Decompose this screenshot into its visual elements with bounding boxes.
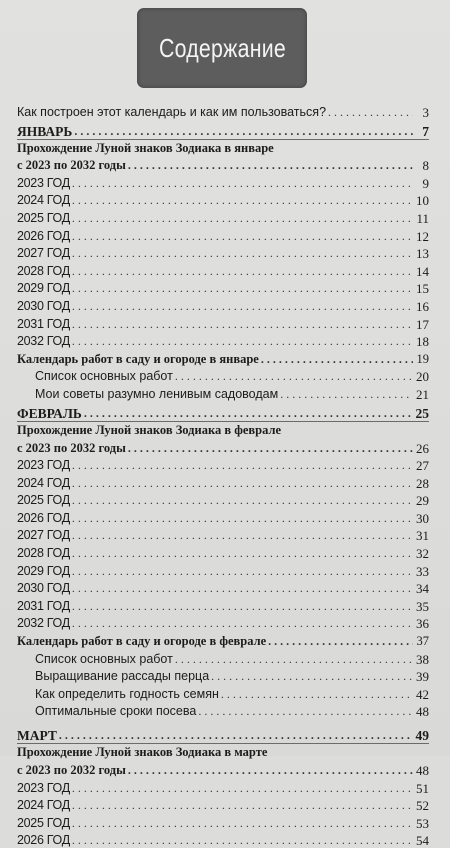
toc-entry-transit-line1 <box>17 140 429 156</box>
table-of-contents <box>17 102 429 848</box>
page-number: 48 <box>416 704 429 720</box>
entry-title: Оптимальные сроки посева <box>35 704 197 719</box>
page-number: 14 <box>416 263 429 279</box>
toc-entry-subitem <box>17 702 429 720</box>
page-number: 48 <box>416 763 429 778</box>
entry-title: 2026 ГОД <box>17 228 70 243</box>
entry-title: 2031 ГОД <box>17 316 70 331</box>
toc-entry-year <box>17 244 429 262</box>
dot-leader <box>72 281 413 296</box>
page-number: 35 <box>416 598 429 614</box>
page-number: 7 <box>422 123 429 139</box>
page-title: Содержание <box>158 32 286 63</box>
page-number: 20 <box>416 369 429 385</box>
entry-title: с 2023 по 2032 годы <box>17 440 126 455</box>
toc-entry-subitem <box>17 684 429 702</box>
entry-title: 2024 ГОД <box>17 193 70 208</box>
toc-entry-year <box>17 473 429 491</box>
dot-leader <box>72 781 413 796</box>
entry-title: 2023 ГОД <box>17 458 70 473</box>
toc-entry-year <box>17 596 429 614</box>
toc-entry-transit-line2 <box>17 438 429 456</box>
toc-entry-year <box>17 296 429 314</box>
page-number: 26 <box>416 440 429 456</box>
page-number: 10 <box>416 193 429 209</box>
toc-entry-year <box>17 279 429 297</box>
page-number: 53 <box>416 815 429 831</box>
dot-leader <box>211 669 413 684</box>
entry-title: 2025 ГОД <box>17 815 70 830</box>
dot-leader <box>261 352 413 367</box>
entry-title: 2026 ГОД <box>17 833 70 848</box>
dot-leader <box>72 176 413 191</box>
entry-title: с 2023 по 2032 годы <box>17 763 126 777</box>
toc-entry-calendar <box>17 349 429 367</box>
header-box <box>137 8 307 88</box>
page-number: 19 <box>416 351 429 366</box>
toc-month-february <box>17 402 429 421</box>
dot-leader <box>72 458 413 473</box>
entry-title: Список основных работ <box>35 651 173 666</box>
dot-leader <box>221 687 413 702</box>
dot-leader <box>74 124 413 139</box>
entry-title: Прохождение Луной знаков Зодиака в феврале <box>17 422 282 437</box>
dot-leader <box>72 616 413 631</box>
entry-title: 2025 ГОД <box>17 493 70 508</box>
dot-leader <box>175 652 413 667</box>
dot-leader <box>72 211 413 226</box>
entry-title: 2028 ГОД <box>17 546 70 561</box>
toc-entry-calendar <box>17 631 429 649</box>
dot-leader <box>175 369 413 384</box>
toc-entry-subitem <box>17 367 429 385</box>
toc-entry-subitem <box>17 667 429 685</box>
page-number: 52 <box>416 798 429 814</box>
dot-leader <box>268 634 413 649</box>
page-number: 54 <box>416 833 429 848</box>
page-number: 17 <box>416 316 429 332</box>
entry-title: Мои советы разумно ленивым садоводам <box>35 386 279 401</box>
toc-entry-intro <box>17 102 429 120</box>
page-number: 11 <box>416 210 429 226</box>
dot-leader <box>72 317 413 332</box>
page-number: 39 <box>416 669 429 685</box>
dot-leader <box>72 299 413 314</box>
page-number: 49 <box>415 728 429 744</box>
dot-leader <box>72 798 413 813</box>
toc-entry-year <box>17 526 429 544</box>
dot-leader <box>72 833 413 848</box>
toc-entry-year <box>17 831 429 848</box>
page-number: 36 <box>416 616 429 632</box>
dot-leader <box>72 264 413 279</box>
dot-leader <box>128 763 413 778</box>
entry-title: 2032 ГОД <box>17 334 70 349</box>
toc-entry-year <box>17 778 429 796</box>
dot-leader <box>72 229 413 244</box>
entry-title: Как построен этот календарь и как им пользоваться? <box>17 104 327 119</box>
toc-month-march <box>17 724 429 743</box>
page-number: 34 <box>416 581 429 597</box>
page-number: 9 <box>422 175 429 191</box>
entry-title: 2023 ГОД <box>17 780 70 795</box>
page-number: 27 <box>416 458 429 474</box>
page-number: 16 <box>416 298 429 314</box>
entry-title: Выращивание рассады перца <box>35 669 210 684</box>
entry-title: 2025 ГОД <box>17 210 70 225</box>
page-number: 30 <box>416 510 429 526</box>
page-number: 21 <box>416 386 429 402</box>
dot-leader <box>72 528 413 543</box>
toc-entry-year <box>17 191 429 209</box>
page-number: 12 <box>416 228 429 244</box>
dot-leader <box>72 511 413 526</box>
dot-leader <box>72 546 413 561</box>
page-number: 29 <box>416 493 429 509</box>
page-number: 25 <box>415 405 429 421</box>
toc-entry-subitem <box>17 649 429 667</box>
toc-month-january <box>17 120 429 139</box>
dot-leader <box>72 493 413 508</box>
entry-title: 2032 ГОД <box>17 616 70 631</box>
toc-entry-year <box>17 261 429 279</box>
toc-entry-year <box>17 332 429 350</box>
page-number: 31 <box>416 528 429 544</box>
page-number: 42 <box>416 686 429 702</box>
page-number: 3 <box>422 104 429 120</box>
month-title: МАРТ <box>17 728 57 744</box>
dot-leader <box>59 728 413 743</box>
dot-leader <box>128 441 413 456</box>
entry-title: 2023 ГОД <box>17 175 70 190</box>
dot-leader <box>72 564 413 579</box>
dot-leader <box>72 816 413 831</box>
entry-title: Прохождение Луной знаков Зодиака в марте <box>17 745 268 760</box>
toc-entry-year <box>17 813 429 831</box>
entry-title: Прохождение Луной знаков Зодиака в январе <box>17 140 274 155</box>
entry-title: 2024 ГОД <box>17 798 70 813</box>
toc-entry-transit-line1 <box>17 744 429 760</box>
dot-leader <box>198 704 413 719</box>
entry-title: 2030 ГОД <box>17 298 70 313</box>
toc-entry-year <box>17 579 429 597</box>
page-number: 18 <box>416 334 429 350</box>
page-number: 33 <box>416 563 429 579</box>
toc-entry-year <box>17 456 429 474</box>
toc-entry-year <box>17 491 429 509</box>
entry-title: 2031 ГОД <box>17 598 70 613</box>
toc-entry-transit-line2 <box>17 156 429 174</box>
toc-entry-year <box>17 173 429 191</box>
dot-leader <box>84 406 413 421</box>
dot-leader <box>328 105 413 120</box>
toc-entry-year <box>17 508 429 526</box>
dot-leader <box>128 158 413 173</box>
entry-title: Список основных работ <box>35 369 173 384</box>
toc-entry-year <box>17 226 429 244</box>
page-number: 51 <box>416 780 429 796</box>
month-title: ЯНВАРЬ <box>17 123 73 139</box>
entry-title: 2027 ГОД <box>17 528 70 543</box>
entry-title: 2024 ГОД <box>17 475 70 490</box>
entry-title: 2030 ГОД <box>17 581 70 596</box>
toc-entry-transit-line1 <box>17 422 429 438</box>
page-number: 38 <box>416 651 429 667</box>
toc-entry-subitem <box>17 384 429 402</box>
page-number: 28 <box>416 475 429 491</box>
entry-title: Календарь работ в саду и огороде в феврале <box>17 634 267 649</box>
toc-entry-year <box>17 314 429 332</box>
dot-leader <box>72 599 413 614</box>
entry-title: 2029 ГОД <box>17 563 70 578</box>
month-title: ФЕВРАЛЬ <box>17 405 82 421</box>
toc-entry-transit-line2 <box>17 760 429 778</box>
page-number: 13 <box>416 246 429 262</box>
page-number: 15 <box>416 281 429 297</box>
entry-title: 2026 ГОД <box>17 510 70 525</box>
dot-leader <box>72 581 413 596</box>
dot-leader <box>72 476 413 491</box>
dot-leader <box>72 193 413 208</box>
entry-title: 2028 ГОД <box>17 263 70 278</box>
page-number: 32 <box>416 546 429 562</box>
toc-entry-year <box>17 543 429 561</box>
page-number: 37 <box>416 634 429 649</box>
entry-title: с 2023 по 2032 годы <box>17 158 126 173</box>
toc-entry-year <box>17 208 429 226</box>
toc-entry-year <box>17 561 429 579</box>
dot-leader <box>280 387 413 402</box>
dot-leader <box>72 334 413 349</box>
entry-title: 2027 ГОД <box>17 246 70 261</box>
page-number: 8 <box>422 158 429 174</box>
toc-entry-year <box>17 796 429 814</box>
entry-title: Как определить годность семян <box>35 686 219 701</box>
dot-leader <box>72 246 413 261</box>
entry-title: 2029 ГОД <box>17 281 70 296</box>
entry-title: Календарь работ в саду и огороде в январе <box>17 351 259 366</box>
toc-entry-year <box>17 614 429 632</box>
